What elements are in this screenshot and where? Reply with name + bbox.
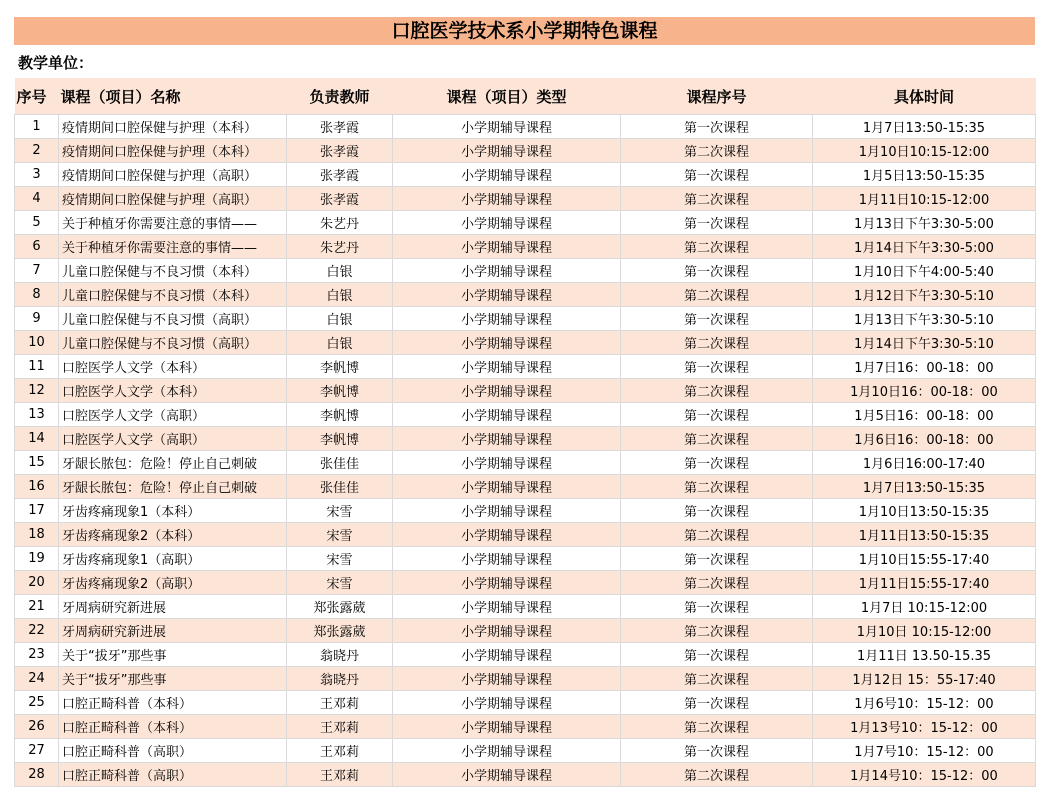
cell-course-type[interactable]: 小学期辅导课程 bbox=[393, 379, 621, 403]
table-row bbox=[15, 451, 1036, 475]
cell-session[interactable]: 第二次课程 bbox=[621, 283, 813, 307]
cell-course-type[interactable]: 小学期辅导课程 bbox=[393, 667, 621, 691]
cell-course-name[interactable]: 牙周病研究新进展 bbox=[59, 619, 287, 643]
cell-time[interactable]: 1月5日16：00-18：00 bbox=[813, 403, 1036, 427]
cell-course-type[interactable]: 小学期辅导课程 bbox=[393, 547, 621, 571]
cell-index[interactable]: 13 bbox=[15, 403, 59, 427]
cell-time[interactable]: 1月12日 15：55-17:40 bbox=[813, 667, 1036, 691]
cell-course-name[interactable]: 口腔正畸科普（本科） bbox=[59, 691, 287, 715]
cell-index[interactable]: 17 bbox=[15, 499, 59, 523]
cell-course-type[interactable]: 小学期辅导课程 bbox=[393, 235, 621, 259]
cell-session[interactable]: 第一次课程 bbox=[621, 739, 813, 763]
cell-index[interactable]: 26 bbox=[15, 715, 59, 739]
cell-teacher[interactable]: 李帆博 bbox=[287, 379, 393, 403]
cell-course-type[interactable]: 小学期辅导课程 bbox=[393, 475, 621, 499]
cell-course-type[interactable]: 小学期辅导课程 bbox=[393, 307, 621, 331]
cell-index[interactable]: 22 bbox=[15, 619, 59, 643]
cell-teacher[interactable]: 翁晓丹 bbox=[287, 667, 393, 691]
cell-teacher[interactable]: 张佳佳 bbox=[287, 475, 393, 499]
cell-course-name[interactable]: 疫情期间口腔保健与护理（高职） bbox=[59, 163, 287, 187]
cell-time[interactable]: 1月11日10:15-12:00 bbox=[813, 187, 1036, 211]
cell-teacher[interactable]: 朱艺丹 bbox=[287, 211, 393, 235]
cell-teacher[interactable]: 张佳佳 bbox=[287, 451, 393, 475]
cell-course-type[interactable]: 小学期辅导课程 bbox=[393, 691, 621, 715]
cell-session[interactable]: 第二次课程 bbox=[621, 523, 813, 547]
cell-course-name[interactable]: 关于“拔牙”那些事 bbox=[59, 643, 287, 667]
table-row bbox=[15, 691, 1036, 715]
cell-index[interactable]: 2 bbox=[15, 139, 59, 163]
cell-time[interactable]: 1月10日13:50-15:35 bbox=[813, 499, 1036, 523]
cell-teacher[interactable]: 李帆博 bbox=[287, 403, 393, 427]
cell-time[interactable]: 1月11日15:55-17:40 bbox=[813, 571, 1036, 595]
cell-time[interactable]: 1月5日13:50-15:35 bbox=[813, 163, 1036, 187]
cell-teacher[interactable]: 宋雪 bbox=[287, 499, 393, 523]
cell-course-name[interactable]: 牙齿疼痛现象1（本科） bbox=[59, 499, 287, 523]
cell-session[interactable]: 第一次课程 bbox=[621, 403, 813, 427]
cell-session[interactable]: 第一次课程 bbox=[621, 259, 813, 283]
cell-index[interactable]: 21 bbox=[15, 595, 59, 619]
header-course-type[interactable]: 课程（项目）类型 bbox=[393, 78, 621, 115]
cell-teacher[interactable]: 李帆博 bbox=[287, 355, 393, 379]
table-row bbox=[15, 211, 1036, 235]
cell-index[interactable]: 1 bbox=[15, 115, 59, 139]
cell-teacher[interactable]: 郑张露葳 bbox=[287, 619, 393, 643]
cell-course-type[interactable]: 小学期辅导课程 bbox=[393, 619, 621, 643]
cell-teacher[interactable]: 张孝霞 bbox=[287, 163, 393, 187]
cell-index[interactable]: 28 bbox=[15, 763, 59, 787]
cell-session[interactable]: 第二次课程 bbox=[621, 427, 813, 451]
cell-course-name[interactable]: 口腔医学人文学（高职） bbox=[59, 427, 287, 451]
cell-session[interactable]: 第一次课程 bbox=[621, 499, 813, 523]
table-row bbox=[15, 259, 1036, 283]
table-row bbox=[15, 139, 1036, 163]
table-row bbox=[15, 307, 1036, 331]
cell-course-name[interactable]: 牙龈长脓包：危险！停止自己刺破 bbox=[59, 475, 287, 499]
cell-course-type[interactable]: 小学期辅导课程 bbox=[393, 499, 621, 523]
cell-session[interactable]: 第一次课程 bbox=[621, 595, 813, 619]
table-row bbox=[15, 235, 1036, 259]
cell-session[interactable]: 第二次课程 bbox=[621, 619, 813, 643]
header-teacher[interactable]: 负责教师 bbox=[287, 78, 393, 115]
cell-course-type[interactable]: 小学期辅导课程 bbox=[393, 139, 621, 163]
cell-session[interactable]: 第一次课程 bbox=[621, 355, 813, 379]
cell-teacher[interactable]: 李帆博 bbox=[287, 427, 393, 451]
cell-time[interactable]: 1月13日下午3:30-5:10 bbox=[813, 307, 1036, 331]
cell-session[interactable]: 第二次课程 bbox=[621, 379, 813, 403]
table-row bbox=[15, 163, 1036, 187]
cell-course-type[interactable]: 小学期辅导课程 bbox=[393, 715, 621, 739]
cell-time[interactable]: 1月6号10：15-12：00 bbox=[813, 691, 1036, 715]
cell-time[interactable]: 1月10日 10:15-12:00 bbox=[813, 619, 1036, 643]
cell-session[interactable]: 第一次课程 bbox=[621, 547, 813, 571]
table-row bbox=[15, 667, 1036, 691]
cell-session[interactable]: 第二次课程 bbox=[621, 235, 813, 259]
cell-index[interactable]: 19 bbox=[15, 547, 59, 571]
cell-time[interactable]: 1月7日16：00-18：00 bbox=[813, 355, 1036, 379]
cell-course-type[interactable]: 小学期辅导课程 bbox=[393, 163, 621, 187]
table-row bbox=[15, 355, 1036, 379]
cell-teacher[interactable]: 宋雪 bbox=[287, 547, 393, 571]
header-row bbox=[15, 78, 1036, 115]
cell-session[interactable]: 第二次课程 bbox=[621, 763, 813, 787]
cell-index[interactable]: 11 bbox=[15, 355, 59, 379]
cell-time[interactable]: 1月7日 10:15-12:00 bbox=[813, 595, 1036, 619]
table-row bbox=[15, 547, 1036, 571]
cell-course-name[interactable]: 疫情期间口腔保健与护理（本科） bbox=[59, 115, 287, 139]
cell-course-type[interactable]: 小学期辅导课程 bbox=[393, 595, 621, 619]
cell-time[interactable]: 1月6日16：00-18：00 bbox=[813, 427, 1036, 451]
table-row bbox=[15, 331, 1036, 355]
cell-course-name[interactable]: 儿童口腔保健与不良习惯（高职） bbox=[59, 307, 287, 331]
cell-time[interactable]: 1月14号10：15-12：00 bbox=[813, 763, 1036, 787]
cell-course-type[interactable]: 小学期辅导课程 bbox=[393, 115, 621, 139]
cell-course-type[interactable]: 小学期辅导课程 bbox=[393, 427, 621, 451]
cell-course-type[interactable]: 小学期辅导课程 bbox=[393, 739, 621, 763]
table-row bbox=[15, 379, 1036, 403]
cell-index[interactable]: 23 bbox=[15, 643, 59, 667]
cell-teacher[interactable]: 王邓莉 bbox=[287, 739, 393, 763]
cell-index[interactable]: 6 bbox=[15, 235, 59, 259]
cell-course-type[interactable]: 小学期辅导课程 bbox=[393, 403, 621, 427]
table-row bbox=[15, 715, 1036, 739]
teaching-unit-label: 教学单位： bbox=[18, 54, 94, 72]
table-row bbox=[15, 571, 1036, 595]
table-row bbox=[15, 115, 1036, 139]
cell-time[interactable]: 1月12日下午3:30-5:10 bbox=[813, 283, 1036, 307]
cell-time[interactable]: 1月10日15:55-17:40 bbox=[813, 547, 1036, 571]
table-row bbox=[15, 187, 1036, 211]
cell-course-name[interactable]: 口腔医学人文学（本科） bbox=[59, 355, 287, 379]
cell-index[interactable]: 27 bbox=[15, 739, 59, 763]
header-index[interactable]: 序号 bbox=[15, 78, 59, 115]
cell-teacher[interactable]: 张孝霞 bbox=[287, 139, 393, 163]
table-row bbox=[15, 475, 1036, 499]
course-table bbox=[14, 78, 1036, 787]
cell-index[interactable]: 18 bbox=[15, 523, 59, 547]
table-row bbox=[15, 739, 1036, 763]
table-row bbox=[15, 523, 1036, 547]
cell-course-type[interactable]: 小学期辅导课程 bbox=[393, 355, 621, 379]
header-course-name[interactable]: 课程（项目）名称 bbox=[59, 78, 287, 115]
cell-index[interactable]: 10 bbox=[15, 331, 59, 355]
cell-teacher[interactable]: 宋雪 bbox=[287, 523, 393, 547]
cell-teacher[interactable]: 郑张露葳 bbox=[287, 595, 393, 619]
cell-course-name[interactable]: 关于种植牙你需要注意的事情—— bbox=[59, 235, 287, 259]
cell-course-type[interactable]: 小学期辅导课程 bbox=[393, 187, 621, 211]
cell-session[interactable]: 第二次课程 bbox=[621, 715, 813, 739]
cell-course-name[interactable]: 牙龈长脓包：危险！停止自己刺破 bbox=[59, 451, 287, 475]
cell-teacher[interactable]: 翁晓丹 bbox=[287, 643, 393, 667]
cell-course-type[interactable]: 小学期辅导课程 bbox=[393, 451, 621, 475]
table-row bbox=[15, 595, 1036, 619]
cell-teacher[interactable]: 王邓莉 bbox=[287, 691, 393, 715]
table-row bbox=[15, 283, 1036, 307]
cell-session[interactable]: 第一次课程 bbox=[621, 691, 813, 715]
cell-index[interactable]: 16 bbox=[15, 475, 59, 499]
cell-time[interactable]: 1月14日下午3:30-5:10 bbox=[813, 331, 1036, 355]
cell-course-name[interactable]: 关于种植牙你需要注意的事情—— bbox=[59, 211, 287, 235]
cell-index[interactable]: 24 bbox=[15, 667, 59, 691]
cell-index[interactable]: 7 bbox=[15, 259, 59, 283]
cell-course-type[interactable]: 小学期辅导课程 bbox=[393, 211, 621, 235]
cell-session[interactable]: 第二次课程 bbox=[621, 475, 813, 499]
cell-time[interactable]: 1月11日13:50-15:35 bbox=[813, 523, 1036, 547]
cell-course-type[interactable]: 小学期辅导课程 bbox=[393, 523, 621, 547]
cell-course-name[interactable]: 牙齿疼痛现象2（高职） bbox=[59, 571, 287, 595]
cell-session[interactable]: 第二次课程 bbox=[621, 187, 813, 211]
cell-session[interactable]: 第二次课程 bbox=[621, 571, 813, 595]
cell-time[interactable]: 1月11日 13.50-15.35 bbox=[813, 643, 1036, 667]
cell-index[interactable]: 5 bbox=[15, 211, 59, 235]
table-row bbox=[15, 427, 1036, 451]
cell-index[interactable]: 15 bbox=[15, 451, 59, 475]
table-row bbox=[15, 763, 1036, 787]
cell-time[interactable]: 1月13日下午3:30-5:00 bbox=[813, 211, 1036, 235]
cell-course-name[interactable]: 牙齿疼痛现象1（高职） bbox=[59, 547, 287, 571]
cell-session[interactable]: 第二次课程 bbox=[621, 331, 813, 355]
cell-course-name[interactable]: 口腔医学人文学（高职） bbox=[59, 403, 287, 427]
cell-session[interactable]: 第二次课程 bbox=[621, 667, 813, 691]
cell-time[interactable]: 1月14日下午3:30-5:00 bbox=[813, 235, 1036, 259]
cell-teacher[interactable]: 王邓莉 bbox=[287, 715, 393, 739]
cell-index[interactable]: 3 bbox=[15, 163, 59, 187]
cell-time[interactable]: 1月7日13:50-15:35 bbox=[813, 115, 1036, 139]
sheet-title: 口腔医学技术系小学期特色课程 bbox=[14, 17, 1035, 45]
cell-teacher[interactable]: 白银 bbox=[287, 259, 393, 283]
cell-index[interactable]: 14 bbox=[15, 427, 59, 451]
cell-course-name[interactable]: 口腔正畸科普（高职） bbox=[59, 739, 287, 763]
cell-course-type[interactable]: 小学期辅导课程 bbox=[393, 331, 621, 355]
table-row bbox=[15, 643, 1036, 667]
cell-teacher[interactable]: 张孝霞 bbox=[287, 115, 393, 139]
cell-time[interactable]: 1月6日16:00-17:40 bbox=[813, 451, 1036, 475]
header-time[interactable]: 具体时间 bbox=[813, 78, 1036, 115]
cell-index[interactable]: 4 bbox=[15, 187, 59, 211]
cell-time[interactable]: 1月13号10：15-12：00 bbox=[813, 715, 1036, 739]
cell-index[interactable]: 25 bbox=[15, 691, 59, 715]
cell-teacher[interactable]: 白银 bbox=[287, 283, 393, 307]
cell-teacher[interactable]: 张孝霞 bbox=[287, 187, 393, 211]
cell-teacher[interactable]: 宋雪 bbox=[287, 571, 393, 595]
cell-course-name[interactable]: 儿童口腔保健与不良习惯（本科） bbox=[59, 283, 287, 307]
cell-course-name[interactable]: 牙齿疼痛现象2（本科） bbox=[59, 523, 287, 547]
cell-index[interactable]: 9 bbox=[15, 307, 59, 331]
cell-session[interactable]: 第一次课程 bbox=[621, 163, 813, 187]
cell-session[interactable]: 第一次课程 bbox=[621, 211, 813, 235]
cell-time[interactable]: 1月7日13:50-15:35 bbox=[813, 475, 1036, 499]
table-row bbox=[15, 403, 1036, 427]
cell-time[interactable]: 1月10日10:15-12:00 bbox=[813, 139, 1036, 163]
cell-course-name[interactable]: 口腔医学人文学（本科） bbox=[59, 379, 287, 403]
cell-course-name[interactable]: 儿童口腔保健与不良习惯（高职） bbox=[59, 331, 287, 355]
cell-time[interactable]: 1月7号10：15-12：00 bbox=[813, 739, 1036, 763]
cell-teacher[interactable]: 王邓莉 bbox=[287, 763, 393, 787]
cell-index[interactable]: 20 bbox=[15, 571, 59, 595]
cell-session[interactable]: 第二次课程 bbox=[621, 139, 813, 163]
cell-session[interactable]: 第一次课程 bbox=[621, 115, 813, 139]
cell-course-name[interactable]: 口腔正畸科普（本科） bbox=[59, 715, 287, 739]
cell-index[interactable]: 8 bbox=[15, 283, 59, 307]
table-row bbox=[15, 499, 1036, 523]
cell-session[interactable]: 第一次课程 bbox=[621, 307, 813, 331]
cell-course-type[interactable]: 小学期辅导课程 bbox=[393, 643, 621, 667]
cell-course-type[interactable]: 小学期辅导课程 bbox=[393, 571, 621, 595]
cell-course-name[interactable]: 口腔正畸科普（高职） bbox=[59, 763, 287, 787]
table-row bbox=[15, 619, 1036, 643]
cell-session[interactable]: 第一次课程 bbox=[621, 643, 813, 667]
cell-course-name[interactable]: 疫情期间口腔保健与护理（高职） bbox=[59, 187, 287, 211]
cell-index[interactable]: 12 bbox=[15, 379, 59, 403]
cell-course-name[interactable]: 关于“拔牙”那些事 bbox=[59, 667, 287, 691]
cell-course-name[interactable]: 儿童口腔保健与不良习惯（本科） bbox=[59, 259, 287, 283]
cell-teacher[interactable]: 白银 bbox=[287, 307, 393, 331]
cell-time[interactable]: 1月10日下午4:00-5:40 bbox=[813, 259, 1036, 283]
cell-course-name[interactable]: 牙周病研究新进展 bbox=[59, 595, 287, 619]
cell-teacher[interactable]: 朱艺丹 bbox=[287, 235, 393, 259]
cell-course-type[interactable]: 小学期辅导课程 bbox=[393, 259, 621, 283]
cell-teacher[interactable]: 白银 bbox=[287, 331, 393, 355]
cell-time[interactable]: 1月10日16：00-18：00 bbox=[813, 379, 1036, 403]
header-session[interactable]: 课程序号 bbox=[621, 78, 813, 115]
cell-session[interactable]: 第一次课程 bbox=[621, 451, 813, 475]
cell-course-name[interactable]: 疫情期间口腔保健与护理（本科） bbox=[59, 139, 287, 163]
cell-course-type[interactable]: 小学期辅导课程 bbox=[393, 283, 621, 307]
cell-course-type[interactable]: 小学期辅导课程 bbox=[393, 763, 621, 787]
